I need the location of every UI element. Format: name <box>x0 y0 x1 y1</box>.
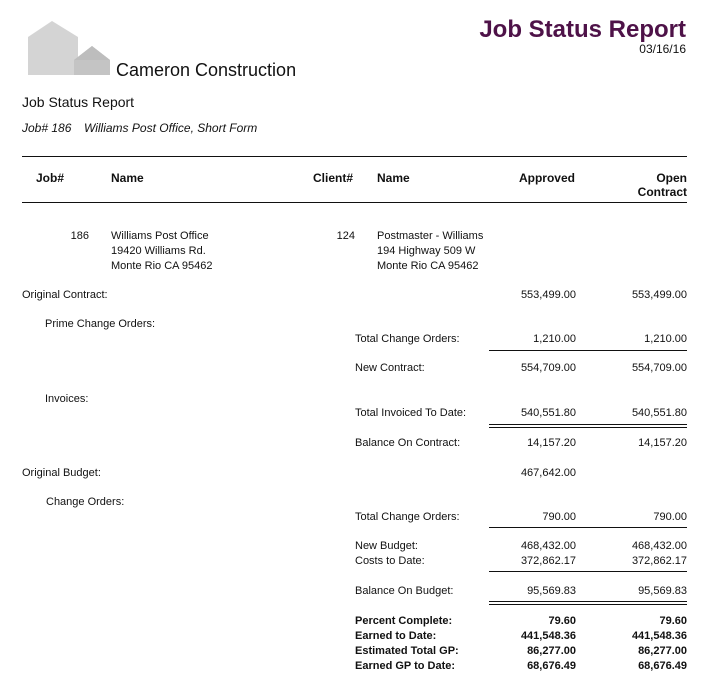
percent-complete-open: 79.60 <box>659 615 687 627</box>
job-name: Williams Post Office <box>111 230 209 242</box>
client-address-line2: Monte Rio CA 95462 <box>377 260 479 272</box>
earned-gp-open: 68,676.49 <box>638 660 687 672</box>
col-client-number: Client# <box>313 171 354 185</box>
balance-contract-label: Balance On Contract: <box>355 437 461 449</box>
prime-change-orders-label: Prime Change Orders: <box>45 318 156 330</box>
original-budget-approved: 467,642.00 <box>520 467 576 479</box>
total-change-orders-label: Total Change Orders: <box>355 333 460 345</box>
client-number: 124 <box>336 230 355 242</box>
estimated-gp-open: 86,277.00 <box>638 645 687 657</box>
total-invoiced-label: Total Invoiced To Date: <box>355 407 467 419</box>
col-approved: Approved <box>518 171 575 185</box>
col-open-contract-line1: Open <box>656 171 687 185</box>
new-contract-open: 554,709.00 <box>631 362 687 374</box>
change-orders-label: Change Orders: <box>46 496 125 508</box>
house-logo-icon <box>26 20 110 76</box>
percent-complete-label: Percent Complete: <box>355 615 453 627</box>
original-contract-open: 553,499.00 <box>631 289 687 301</box>
new-budget-label: New Budget: <box>355 540 418 552</box>
new-contract-label: New Contract: <box>355 362 425 374</box>
report-title: Job Status Report <box>479 16 686 43</box>
costs-to-date-label: Costs to Date: <box>355 555 425 567</box>
costs-to-date-approved: 372,862.17 <box>520 555 576 567</box>
col-job-number: Job# <box>36 171 65 185</box>
original-budget-label: Original Budget: <box>22 467 101 479</box>
original-contract-approved: 553,499.00 <box>520 289 576 301</box>
balance-budget-approved: 95,569.83 <box>527 585 576 597</box>
job-address-line1: 19420 Williams Rd. <box>111 245 206 257</box>
earned-to-date-open: 441,548.36 <box>631 630 687 642</box>
earned-to-date-approved: 441,548.36 <box>520 630 576 642</box>
estimated-gp-label: Estimated Total GP: <box>355 645 459 657</box>
new-contract-approved: 554,709.00 <box>520 362 576 374</box>
job-number: 186 <box>70 230 89 242</box>
job-address-line2: Monte Rio CA 95462 <box>111 260 213 272</box>
page-subtitle: Job Status Report <box>22 94 135 110</box>
company-name: Cameron Construction <box>116 60 297 80</box>
balance-contract-open: 14,157.20 <box>638 437 687 449</box>
balance-contract-approved: 14,157.20 <box>527 437 576 449</box>
costs-to-date-open: 372,862.17 <box>631 555 687 567</box>
report-date: 03/16/16 <box>639 42 686 56</box>
earned-gp-approved: 68,676.49 <box>527 660 576 672</box>
total-invoiced-open: 540,551.80 <box>631 407 687 419</box>
client-address-line1: 194 Highway 509 W <box>377 245 476 257</box>
invoices-label: Invoices: <box>45 393 89 405</box>
total-invoiced-approved: 540,551.80 <box>520 407 576 419</box>
client-name: Postmaster - Williams <box>377 230 484 242</box>
balance-budget-open: 95,569.83 <box>638 585 687 597</box>
total-change-orders-open: 1,210.00 <box>644 333 687 345</box>
double-rule <box>489 601 687 605</box>
job-description: Williams Post Office, Short Form <box>84 121 258 135</box>
subtotal-rule <box>489 571 687 572</box>
percent-complete-approved: 79.60 <box>548 615 576 627</box>
new-budget-approved: 468,432.00 <box>520 540 576 552</box>
original-contract-label: Original Contract: <box>22 289 108 301</box>
budget-change-orders-approved: 790.00 <box>542 511 576 523</box>
earned-gp-label: Earned GP to Date: <box>355 660 456 672</box>
double-rule <box>489 424 687 428</box>
total-change-orders-approved: 1,210.00 <box>533 333 576 345</box>
budget-change-orders-open: 790.00 <box>653 511 687 523</box>
col-open-contract-line2: Contract <box>637 185 687 199</box>
subtotal-rule <box>489 527 687 528</box>
header-bottom-rule <box>22 202 687 203</box>
col-job-name: Name <box>111 171 144 185</box>
earned-to-date-label: Earned to Date: <box>355 630 437 642</box>
budget-change-orders-label: Total Change Orders: <box>355 511 460 523</box>
new-budget-open: 468,432.00 <box>631 540 687 552</box>
subtotal-rule <box>489 350 687 351</box>
header-top-rule <box>22 156 687 157</box>
estimated-gp-approved: 86,277.00 <box>527 645 576 657</box>
balance-budget-label: Balance On Budget: <box>355 585 454 597</box>
col-client-name: Name <box>377 171 410 185</box>
job-number-heading: Job# 186 <box>22 121 72 135</box>
